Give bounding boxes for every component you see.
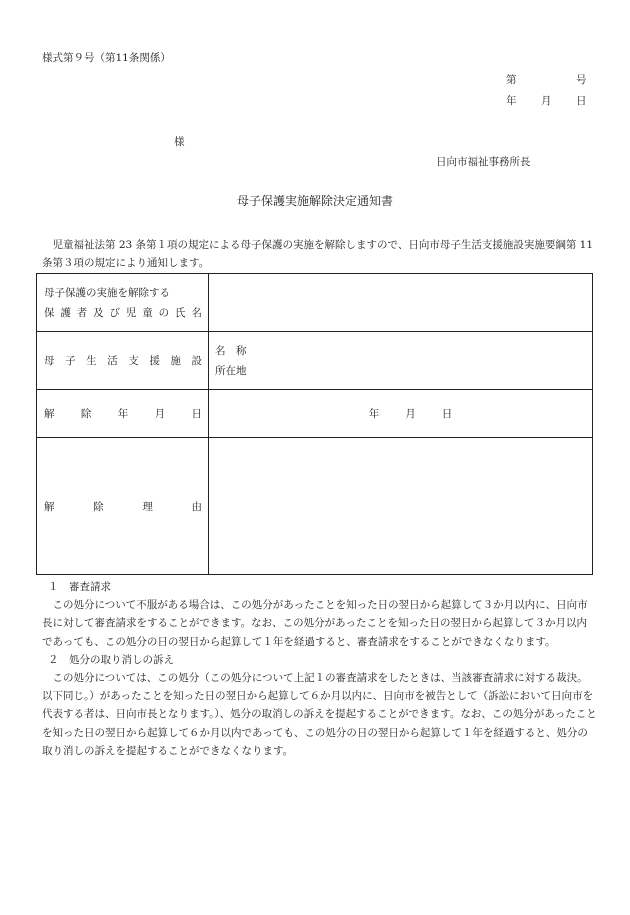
document-title: 母子保護実施解除決定通知書 bbox=[236, 194, 393, 208]
value-name[interactable] bbox=[209, 274, 593, 332]
recipient-suffix: 様 bbox=[174, 136, 185, 148]
row-name bbox=[37, 274, 593, 332]
doc-number-suffix: 号 bbox=[576, 74, 587, 86]
row-release-reason bbox=[37, 438, 593, 575]
note1-body: この処分について不服がある場合は、この処分があったことを知った日の翌日から起算して３か月以内に、日向市長に対して審査請求をすることができます。なお、この処分があったことを知った日の翌日から起算して３か月以内であっても、この処分の日の翌日から起算して１年を経過すると、審査請求をすることができなくなります。 bbox=[42, 599, 588, 648]
intro-text: 児童福祉法第 23 条第１項の規定による母子保護の実施を解除しますので、日向市母子生活支援施設実施要綱第 11 条第３項の規定により通知します。 bbox=[42, 239, 594, 269]
release-date-fields bbox=[209, 406, 592, 421]
intro-paragraph bbox=[42, 236, 597, 272]
note2-body: この処分については、この処分（この処分について上記１の審査請求をしたときは、当該審査請求に対する裁決。以下同じ。）があったことを知った日の翌日から起算して６か月以内に、日向市を被告として（訴訟において日向市を代表する者は、日向市長となります。）、処分の取消しの訴えを提起することができます。なお、この処分があったことを知った日の翌日から起算して６か月以内であっても、この処分の日の翌日から起算して１年を経過すると、処分の取り消しの訴えを提起することができなくなります。 bbox=[42, 672, 597, 757]
facility-name-label: 名 称 bbox=[215, 344, 247, 357]
row-facility bbox=[37, 332, 593, 390]
issuer-name: 日向市福祉事務所長 bbox=[436, 156, 531, 168]
note2-heading: ２ 処分の取り消しの訴え bbox=[48, 653, 174, 666]
label-facility bbox=[37, 332, 209, 390]
date-month: 月 bbox=[541, 95, 552, 107]
label-name-line2: 保 護 者 及 び 児 童 の 氏 名 bbox=[44, 306, 202, 319]
facility-address-label: 所在地 bbox=[215, 364, 247, 377]
doc-number-label: 第 bbox=[506, 74, 517, 86]
label-name-line1: 母子保護の実施を解除する bbox=[44, 286, 170, 299]
label-name bbox=[37, 274, 209, 332]
notes-section bbox=[42, 578, 597, 760]
label-release-reason bbox=[37, 438, 209, 575]
value-facility[interactable] bbox=[209, 332, 593, 390]
value-release-date[interactable] bbox=[209, 390, 593, 438]
label-release-date bbox=[37, 390, 209, 438]
label-release-reason-text: 解 除 理 由 bbox=[44, 500, 202, 513]
release-month: 月 bbox=[405, 408, 416, 420]
notice-form-table bbox=[36, 273, 593, 575]
value-release-reason[interactable] bbox=[209, 438, 593, 575]
date-year: 年 bbox=[506, 95, 517, 107]
row-release-date bbox=[37, 390, 593, 438]
label-facility-text: 母 子 生 活 支 援 施 設 bbox=[44, 355, 202, 367]
date-day: 日 bbox=[576, 95, 587, 107]
form-number: 様式第９号（第11条関係） bbox=[42, 52, 171, 64]
release-day: 日 bbox=[441, 408, 453, 420]
release-year: 年 bbox=[368, 408, 380, 420]
note1-heading: １ 審査請求 bbox=[48, 581, 111, 593]
label-release-date-text: 解 除 年 月 日 bbox=[44, 408, 202, 420]
